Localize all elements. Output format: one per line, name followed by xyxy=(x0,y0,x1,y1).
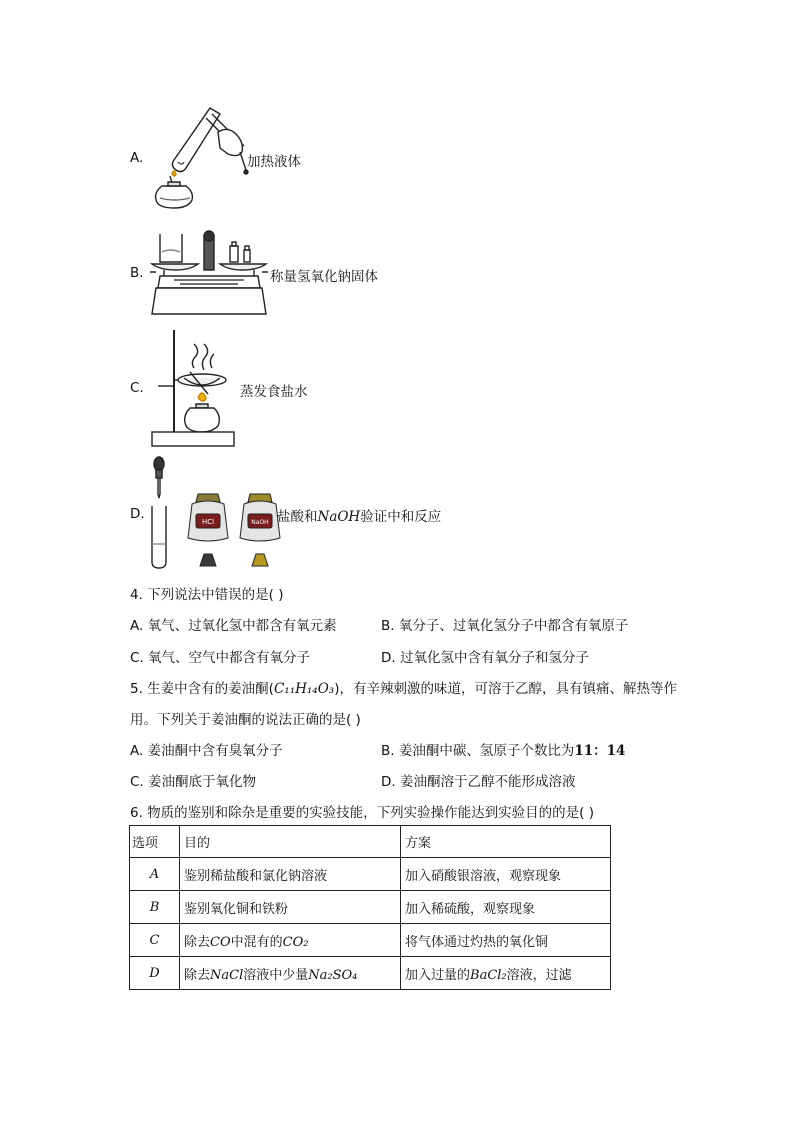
option-d-letter: D. xyxy=(130,506,145,522)
evaporation-illustration xyxy=(150,328,236,448)
q5-option-d: D. 姜油酮溶于乙醇不能形成溶液 xyxy=(381,774,576,790)
row-a-goal: 鉴别稀盐酸和氯化钠溶液 xyxy=(180,858,401,891)
q5-option-b-pre: B. 姜油酮中碳、氢原子个数比为 xyxy=(381,743,575,759)
table-row xyxy=(130,858,611,891)
option-d-caption-formula: NaOH xyxy=(317,509,361,525)
table-header-row xyxy=(130,826,611,858)
option-b-letter: B. xyxy=(130,265,144,281)
q5-option-b-ratio: 11：14 xyxy=(574,743,626,759)
option-a-letter: A. xyxy=(130,150,144,166)
row-a-option: A xyxy=(130,858,180,891)
option-c-caption: 蒸发食盐水 xyxy=(240,384,308,400)
heating-liquid-illustration xyxy=(148,104,248,216)
header-plan: 方案 xyxy=(401,826,611,858)
hcl-bottle-illustration xyxy=(184,490,232,570)
q5-option-a: A. 姜油酮中含有臭氧分子 xyxy=(130,743,283,759)
row-c-goal xyxy=(180,924,401,957)
row-b-goal: 鉴别氧化铜和铁粉 xyxy=(180,891,401,924)
table-row xyxy=(130,924,611,957)
q5-stem-post: )，有辛辣刺激的味道，可溶于乙醇，具有镇痛、解热等作 xyxy=(334,681,677,697)
row-d-goal-mid: 溶液中少量 xyxy=(243,967,309,983)
dropper-and-test-tube-illustration xyxy=(148,456,178,570)
row-c-goal-formula-2: CO₂ xyxy=(282,934,309,950)
row-b-plan: 加入稀硫酸，观察现象 xyxy=(401,891,611,924)
header-option: 选项 xyxy=(130,826,180,858)
option-d-caption-pre: 盐酸和 xyxy=(277,509,318,525)
balance-scale-illustration xyxy=(150,226,268,318)
row-b-option: B xyxy=(130,891,180,924)
q5-stem xyxy=(130,677,677,697)
row-c-goal-formula-1: CO xyxy=(210,934,231,950)
hcl-bottle-label: HCl xyxy=(201,518,215,526)
q5-option-b xyxy=(381,739,625,759)
option-b-caption: 称量氢氧化钠固体 xyxy=(270,269,378,285)
row-d-plan-formula: BaCl₂ xyxy=(470,967,507,983)
q6-stem: 6. 物质的鉴别和除杂是重要的实验技能，下列实验操作能达到实验目的的是( ) xyxy=(130,805,594,821)
q4-option-d: D. 过氧化氢中含有氧分子和氢分子 xyxy=(381,650,589,666)
naoh-bottle-illustration xyxy=(236,490,284,570)
row-d-plan xyxy=(401,957,611,990)
q6-table xyxy=(129,825,611,990)
q4-option-b: B. 氧分子、过氧化氢分子中都含有氧原子 xyxy=(381,618,629,634)
row-d-goal-pre: 除去 xyxy=(184,967,211,983)
option-a-caption: 加热液体 xyxy=(247,154,301,170)
table-row xyxy=(130,957,611,990)
row-d-plan-pre: 加入过量的 xyxy=(405,967,471,983)
row-d-goal xyxy=(180,957,401,990)
row-c-goal-mid: 中混有的 xyxy=(230,934,283,950)
option-d-caption-post: 验证中和反应 xyxy=(360,509,442,525)
row-d-plan-post: 溶液，过滤 xyxy=(506,967,572,983)
row-c-option: C xyxy=(130,924,180,957)
q5-option-c: C. 姜油酮底于氧化物 xyxy=(130,774,257,790)
q5-stem-pre: 5. 生姜中含有的姜油酮( xyxy=(130,681,274,697)
header-goal: 目的 xyxy=(180,826,401,858)
q5-stem-line2: 用。下列关于姜油酮的说法正确的是( ) xyxy=(130,712,361,728)
q4-option-c: C. 氧气、空气中都含有氧分子 xyxy=(130,650,311,666)
q4-stem: 4. 下列说法中错误的是( ) xyxy=(130,587,284,603)
q5-formula: C₁₁H₁₄O₃ xyxy=(273,681,335,697)
row-c-plan: 将气体通过灼热的氧化铜 xyxy=(401,924,611,957)
row-d-goal-formula-2: Na₂SO₄ xyxy=(308,967,358,983)
row-d-goal-formula-1: NaCl xyxy=(210,967,244,983)
naoh-bottle-label: NaOH xyxy=(251,519,269,526)
q4-option-a: A. 氧气、过氧化氢中都含有氧元素 xyxy=(130,618,337,634)
table-row xyxy=(130,891,611,924)
option-d-caption xyxy=(277,505,441,525)
option-c-letter: C. xyxy=(130,380,144,396)
row-a-plan: 加入硝酸银溶液，观察现象 xyxy=(401,858,611,891)
row-c-goal-pre: 除去 xyxy=(184,934,211,950)
row-d-option: D xyxy=(130,957,180,990)
